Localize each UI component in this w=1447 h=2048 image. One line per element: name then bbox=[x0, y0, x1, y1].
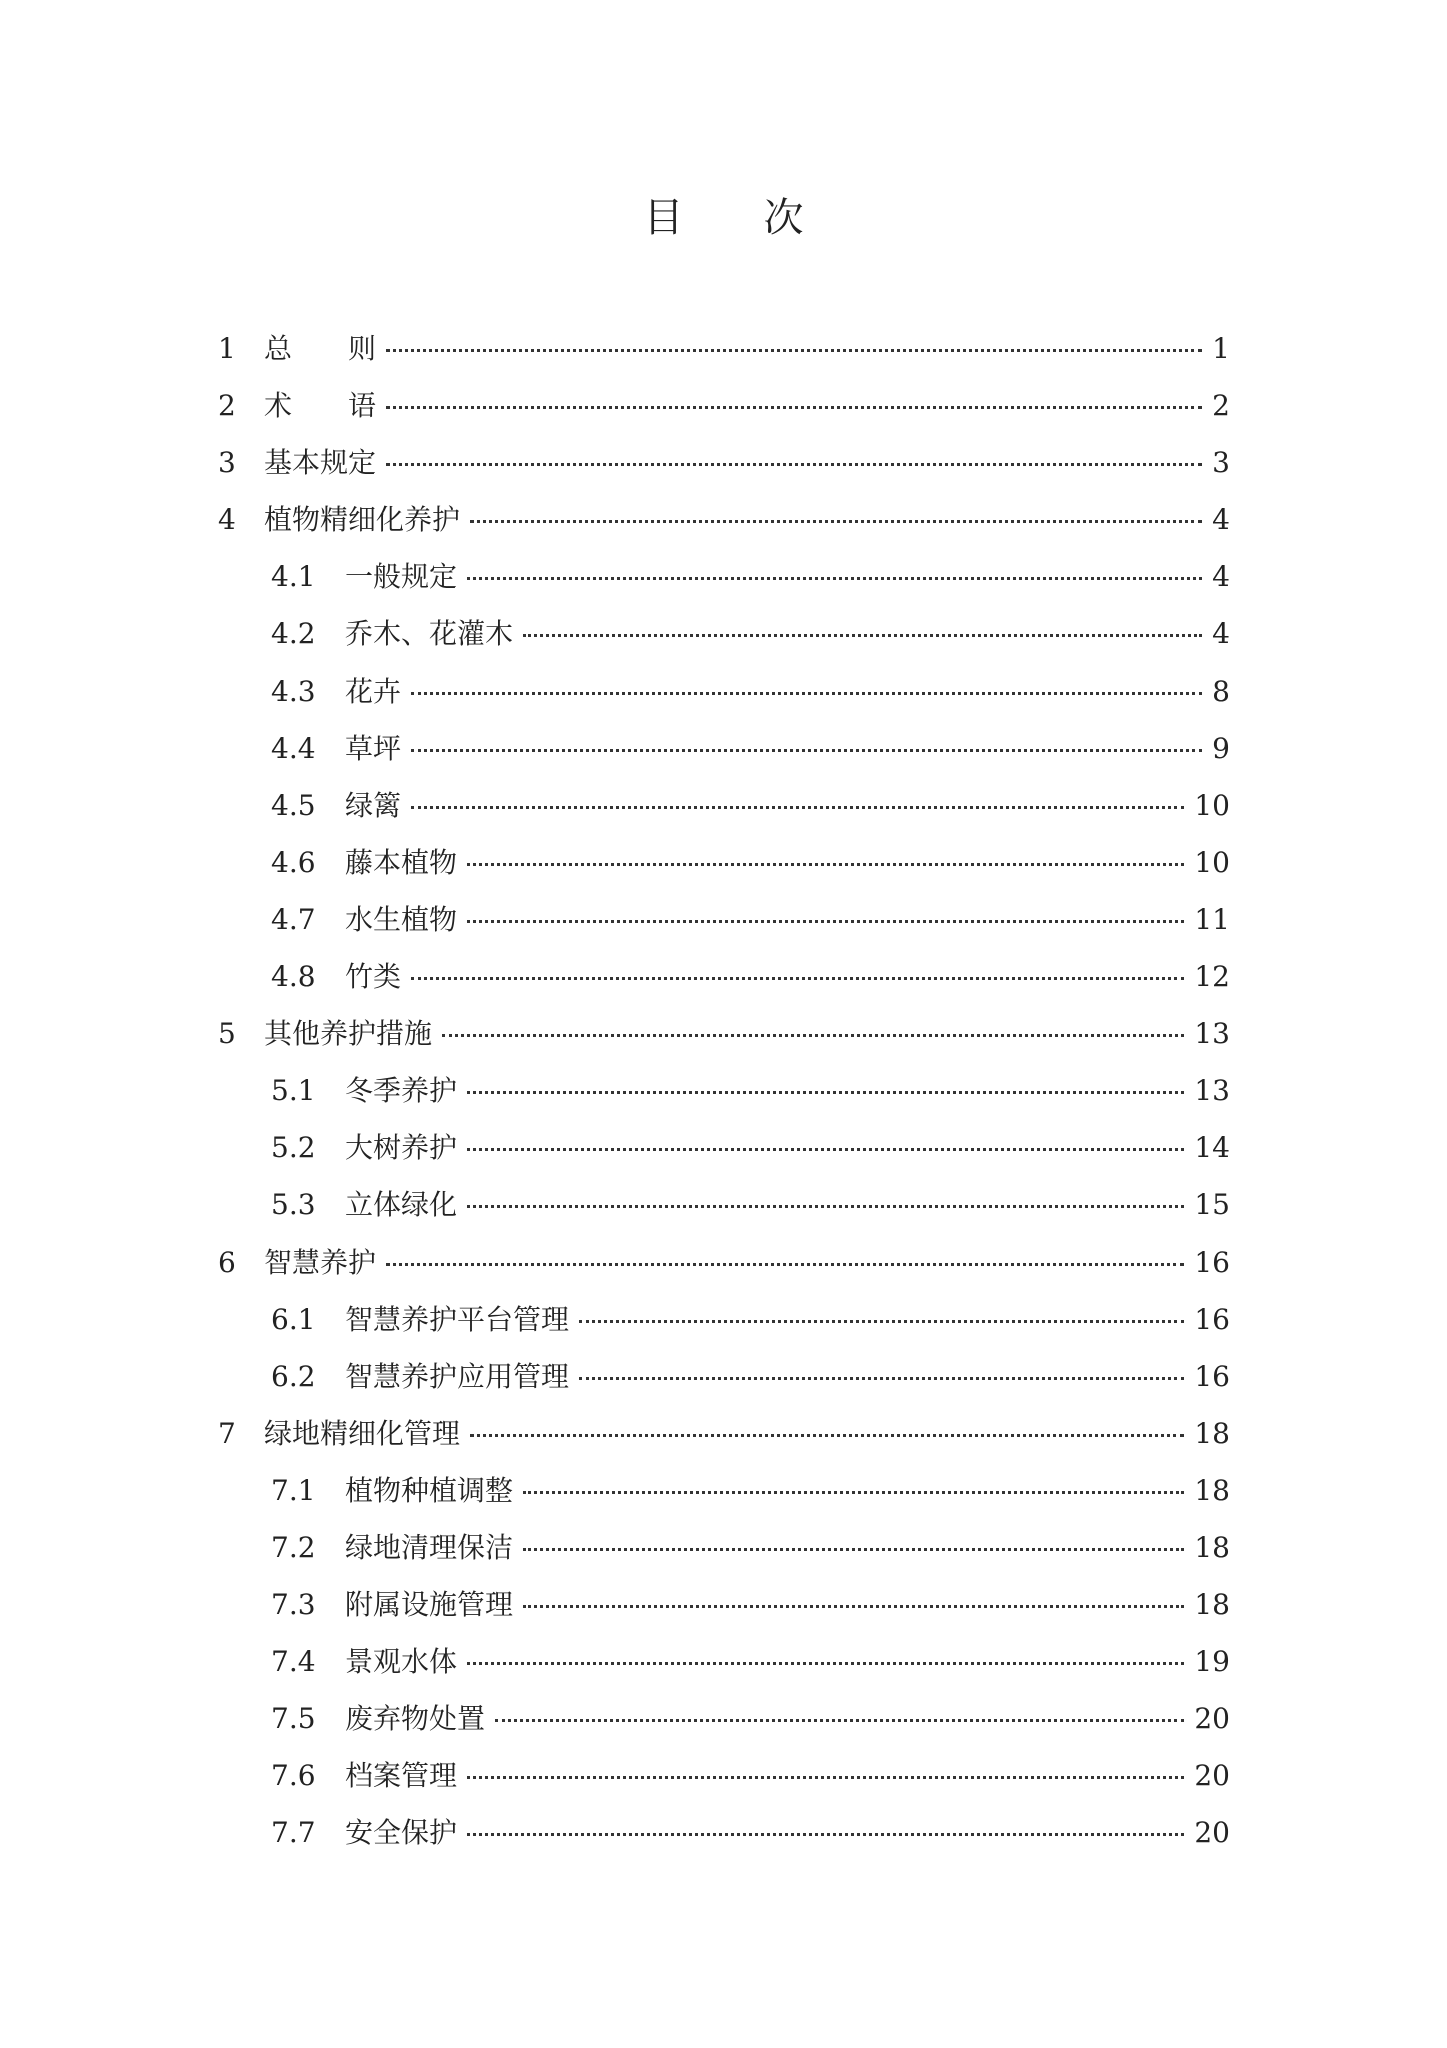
toc-dot-leader bbox=[386, 406, 1202, 409]
toc-dot-leader bbox=[467, 920, 1184, 923]
toc-dot-leader bbox=[467, 863, 1184, 866]
toc-entry-page-number: 20 bbox=[1194, 1759, 1230, 1793]
toc-entry-page-number: 12 bbox=[1194, 960, 1230, 994]
toc-entry-page-number: 10 bbox=[1194, 845, 1230, 879]
toc-dot-leader bbox=[523, 634, 1202, 637]
toc-entry[interactable] bbox=[218, 1462, 1230, 1519]
toc-entry-page-number: 16 bbox=[1194, 1302, 1230, 1336]
toc-entry-number: 7.6 bbox=[271, 1759, 316, 1793]
toc-entry[interactable] bbox=[218, 605, 1230, 662]
table-of-contents bbox=[218, 320, 1230, 1862]
toc-entry-number: 2 bbox=[218, 389, 236, 423]
toc-entry-number: 7.3 bbox=[271, 1588, 316, 1622]
toc-entry-page-number: 20 bbox=[1194, 1702, 1230, 1736]
toc-entry-number: 4.2 bbox=[271, 617, 316, 651]
toc-entry[interactable] bbox=[218, 1804, 1230, 1861]
toc-dot-leader bbox=[470, 520, 1202, 523]
toc-entry[interactable] bbox=[218, 1747, 1230, 1804]
toc-entry[interactable] bbox=[218, 777, 1230, 834]
toc-entry[interactable] bbox=[218, 948, 1230, 1005]
toc-entry-label: 立体绿化 bbox=[345, 1188, 458, 1222]
toc-entry-page-number: 20 bbox=[1194, 1816, 1230, 1850]
toc-title: 目 次 bbox=[643, 195, 804, 241]
toc-entry-label: 植物精细化养护 bbox=[264, 503, 461, 537]
toc-entry-number: 6.1 bbox=[271, 1302, 316, 1336]
toc-entry-page-number: 1 bbox=[1212, 332, 1230, 365]
toc-entry-number: 5.1 bbox=[271, 1074, 316, 1108]
toc-dot-leader bbox=[467, 1833, 1184, 1836]
toc-entry-page-number: 19 bbox=[1194, 1645, 1230, 1679]
toc-dot-leader bbox=[467, 1148, 1184, 1151]
toc-entry-page-number: 16 bbox=[1194, 1359, 1230, 1393]
toc-entry-number: 7.4 bbox=[271, 1645, 316, 1679]
toc-dot-leader bbox=[523, 1548, 1184, 1551]
toc-entry-number: 4.3 bbox=[271, 674, 316, 708]
toc-entry[interactable] bbox=[218, 491, 1230, 548]
toc-entry-label: 绿地精细化管理 bbox=[264, 1416, 461, 1450]
toc-entry-number: 6.2 bbox=[271, 1359, 316, 1393]
toc-entry[interactable] bbox=[218, 434, 1230, 491]
toc-entry-number: 4 bbox=[218, 503, 236, 537]
toc-dot-leader bbox=[411, 806, 1184, 809]
toc-entry-page-number: 8 bbox=[1212, 674, 1230, 708]
toc-entry-page-number: 18 bbox=[1194, 1588, 1230, 1622]
toc-entry-label: 其他养护措施 bbox=[264, 1017, 433, 1051]
toc-entry-label: 档案管理 bbox=[345, 1759, 458, 1793]
toc-entry-label: 绿篱 bbox=[345, 788, 402, 822]
toc-entry-page-number: 3 bbox=[1212, 446, 1230, 480]
toc-entry-label: 景观水体 bbox=[345, 1645, 458, 1679]
toc-dot-leader bbox=[386, 1263, 1184, 1266]
toc-entry-number: 7 bbox=[218, 1416, 236, 1450]
toc-entry-label: 一般规定 bbox=[345, 560, 458, 594]
toc-entry-page-number: 18 bbox=[1194, 1530, 1230, 1564]
toc-dot-leader bbox=[467, 1091, 1184, 1094]
toc-entry-label: 竹类 bbox=[345, 960, 402, 994]
toc-entry[interactable] bbox=[218, 891, 1230, 948]
toc-dot-leader bbox=[579, 1320, 1184, 1323]
toc-entry-label: 术 语 bbox=[264, 389, 377, 423]
toc-entry[interactable] bbox=[218, 720, 1230, 777]
toc-entry[interactable] bbox=[218, 377, 1230, 434]
toc-entry-page-number: 4 bbox=[1212, 617, 1230, 651]
toc-entry[interactable] bbox=[218, 1405, 1230, 1462]
toc-entry-label: 乔木、花灌木 bbox=[345, 617, 514, 651]
toc-entry-page-number: 2 bbox=[1212, 389, 1230, 423]
toc-entry[interactable] bbox=[218, 1576, 1230, 1633]
toc-entry[interactable] bbox=[218, 1348, 1230, 1405]
toc-entry-number: 4.4 bbox=[271, 731, 316, 765]
toc-dot-leader bbox=[467, 1776, 1184, 1779]
toc-dot-leader bbox=[523, 1605, 1184, 1608]
toc-entry-label: 大树养护 bbox=[345, 1131, 458, 1165]
toc-entry-page-number: 4 bbox=[1212, 503, 1230, 537]
toc-entry[interactable] bbox=[218, 1005, 1230, 1062]
toc-entry-label: 草坪 bbox=[345, 731, 402, 765]
toc-dot-leader bbox=[523, 1491, 1184, 1494]
toc-entry-label: 废弃物处置 bbox=[345, 1702, 486, 1736]
toc-entry[interactable] bbox=[218, 1690, 1230, 1747]
toc-entry[interactable] bbox=[218, 663, 1230, 720]
toc-entry-label: 智慧养护应用管理 bbox=[345, 1359, 570, 1393]
toc-dot-leader bbox=[495, 1719, 1184, 1722]
toc-entry-label: 绿地清理保洁 bbox=[345, 1530, 514, 1564]
toc-entry-label: 智慧养护 bbox=[264, 1245, 377, 1279]
toc-entry-label: 花卉 bbox=[345, 674, 402, 708]
toc-dot-leader bbox=[411, 977, 1184, 980]
toc-entry-page-number: 11 bbox=[1194, 902, 1230, 936]
toc-dot-leader bbox=[386, 463, 1202, 466]
toc-entry-number: 6 bbox=[218, 1245, 236, 1279]
toc-entry[interactable] bbox=[218, 1062, 1230, 1119]
toc-entry-number: 7.7 bbox=[271, 1816, 316, 1850]
toc-entry-label: 附属设施管理 bbox=[345, 1588, 514, 1622]
toc-entry-page-number: 15 bbox=[1194, 1188, 1230, 1222]
toc-entry[interactable] bbox=[218, 1119, 1230, 1176]
toc-entry-number: 5.2 bbox=[271, 1131, 316, 1165]
toc-entry-number: 5.3 bbox=[271, 1188, 316, 1222]
toc-entry-page-number: 16 bbox=[1194, 1245, 1230, 1279]
toc-entry-number: 7.1 bbox=[271, 1473, 316, 1507]
toc-entry-page-number: 4 bbox=[1212, 560, 1230, 594]
toc-entry-number: 4.1 bbox=[271, 560, 316, 594]
toc-entry-number: 5 bbox=[218, 1017, 236, 1051]
toc-entry-page-number: 13 bbox=[1194, 1017, 1230, 1051]
toc-entry[interactable] bbox=[218, 1291, 1230, 1348]
toc-entry-label: 总 则 bbox=[264, 332, 377, 365]
toc-dot-leader bbox=[411, 749, 1202, 752]
toc-entry-label: 冬季养护 bbox=[345, 1074, 458, 1108]
toc-entry-number: 4.6 bbox=[271, 845, 316, 879]
toc-entry-number: 7.2 bbox=[271, 1530, 316, 1564]
toc-dot-leader bbox=[467, 1205, 1184, 1208]
toc-entry[interactable] bbox=[218, 1176, 1230, 1233]
toc-entry[interactable] bbox=[218, 1633, 1230, 1690]
toc-entry[interactable] bbox=[218, 320, 1230, 377]
toc-entry-page-number: 18 bbox=[1194, 1416, 1230, 1450]
toc-entry[interactable] bbox=[218, 1234, 1230, 1291]
toc-entry-number: 4.7 bbox=[271, 902, 316, 936]
toc-dot-leader bbox=[467, 577, 1202, 580]
toc-entry-label: 安全保护 bbox=[345, 1816, 458, 1850]
toc-entry-label: 水生植物 bbox=[345, 902, 458, 936]
toc-dot-leader bbox=[386, 349, 1202, 352]
toc-dot-leader bbox=[411, 692, 1202, 695]
toc-entry-label: 基本规定 bbox=[264, 446, 377, 480]
toc-dot-leader bbox=[467, 1662, 1184, 1665]
toc-entry-page-number: 18 bbox=[1194, 1473, 1230, 1507]
toc-entry-label: 智慧养护平台管理 bbox=[345, 1302, 570, 1336]
toc-entry-page-number: 14 bbox=[1194, 1131, 1230, 1165]
toc-entry-number: 4.5 bbox=[271, 788, 316, 822]
toc-entry-page-number: 13 bbox=[1194, 1074, 1230, 1108]
toc-entry-page-number: 10 bbox=[1194, 788, 1230, 822]
toc-dot-leader bbox=[579, 1377, 1184, 1380]
toc-entry[interactable] bbox=[218, 548, 1230, 605]
toc-entry-number: 7.5 bbox=[271, 1702, 316, 1736]
toc-entry-label: 藤本植物 bbox=[345, 845, 458, 879]
toc-entry[interactable] bbox=[218, 1519, 1230, 1576]
toc-entry-number: 4.8 bbox=[271, 960, 316, 994]
toc-dot-leader bbox=[442, 1034, 1184, 1037]
toc-entry-number: 1 bbox=[218, 332, 236, 365]
toc-entry-label: 植物种植调整 bbox=[345, 1473, 514, 1507]
toc-entry-page-number: 9 bbox=[1212, 731, 1230, 765]
toc-entry[interactable] bbox=[218, 834, 1230, 891]
toc-dot-leader bbox=[470, 1434, 1184, 1437]
toc-entry-number: 3 bbox=[218, 446, 236, 480]
